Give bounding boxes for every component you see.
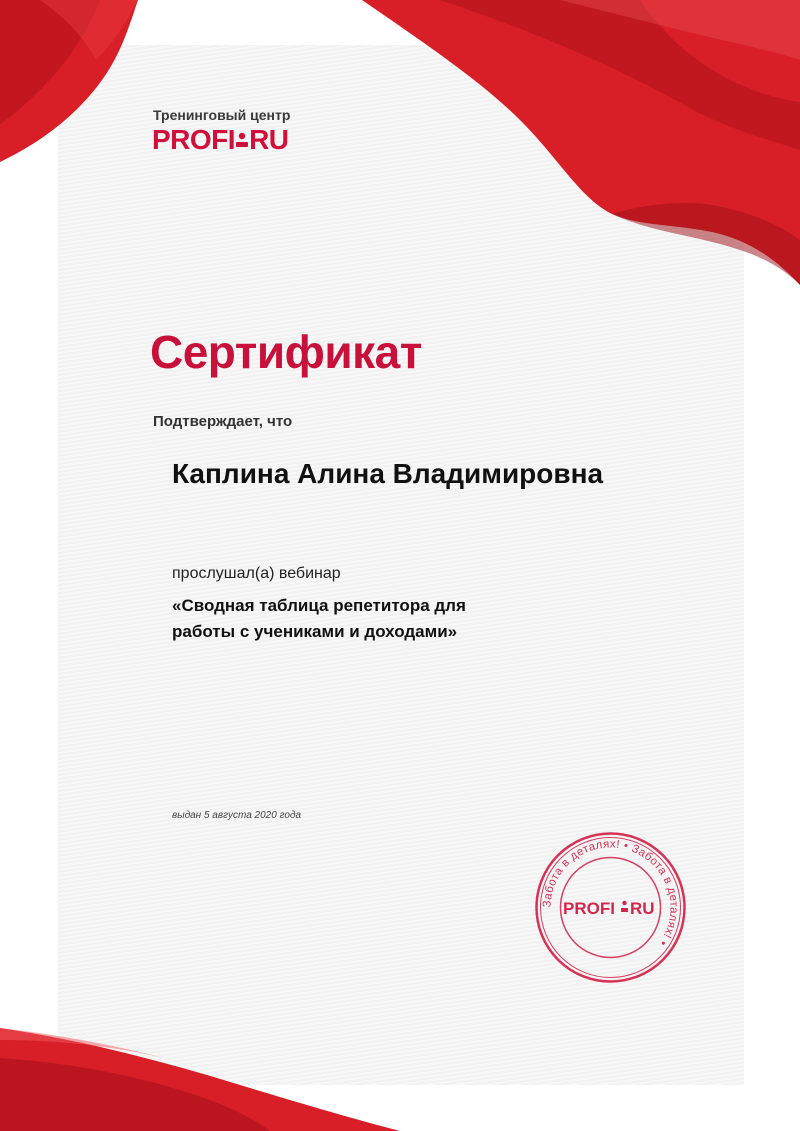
course-title-line-1: «Сводная таблица репетитора для (172, 596, 466, 615)
logo-text-left: PROFI (152, 124, 236, 155)
certificate-title: Сертификат (150, 326, 422, 378)
listened-label: прослушал(а) вебинар (172, 565, 341, 582)
issue-date: выдан 5 августа 2020 года (172, 810, 302, 821)
stamp-logo-right: RU (630, 899, 655, 918)
course-title-line-2: работы с учениками и доходами» (172, 622, 458, 641)
stamp-ring-text: Забота в деталях! • Забота в деталях! • (541, 838, 680, 949)
profi-ru-logo (152, 124, 289, 156)
confirms-label: Подтверждает, что (153, 413, 293, 430)
course-title (172, 593, 552, 645)
profi-stamp-seal (533, 830, 688, 985)
logo-text-right: RU (249, 124, 289, 155)
stamp-logo-left: PROFI (563, 899, 615, 918)
logo-dot-icon (235, 129, 249, 149)
svg-text:RU (630, 899, 655, 918)
svg-text:PROFI (563, 899, 615, 918)
training-center-label: Тренинговый центр (153, 107, 291, 123)
recipient-name: Каплина Алина Владимировна (172, 458, 604, 489)
